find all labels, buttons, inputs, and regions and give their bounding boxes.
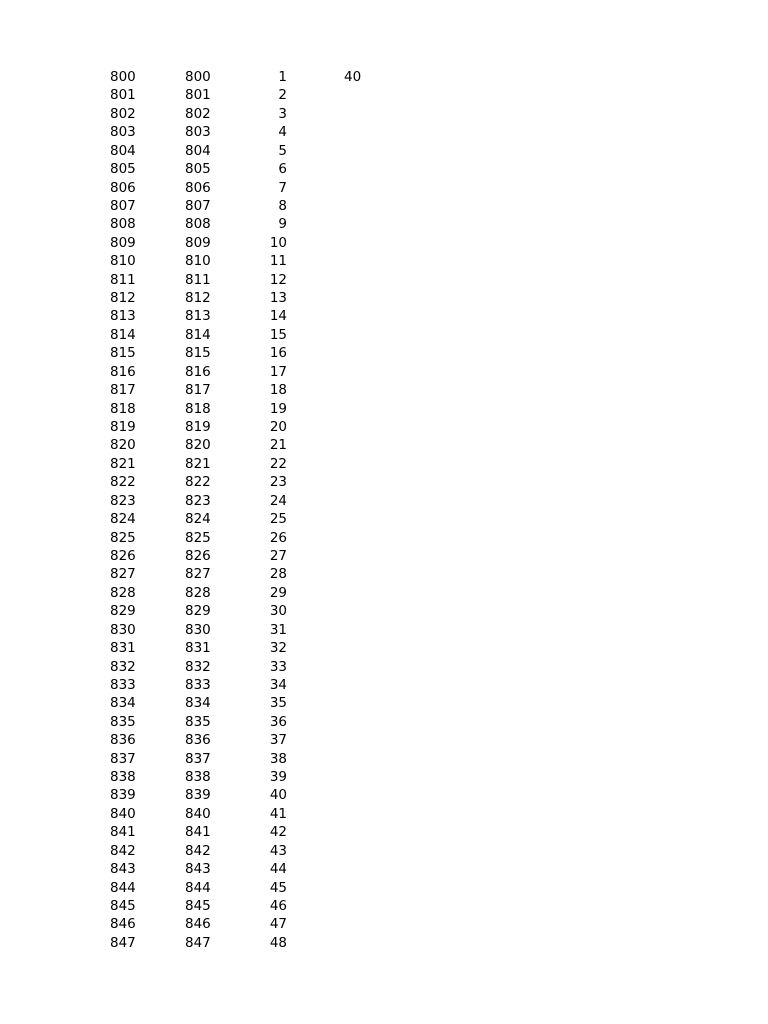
cell-column-b: 805 bbox=[185, 161, 211, 178]
table-row bbox=[0, 934, 768, 952]
table-row bbox=[0, 252, 768, 270]
cell-column-b: 803 bbox=[185, 124, 211, 141]
cell-column-a: 801 bbox=[110, 87, 136, 104]
cell-column-b: 806 bbox=[185, 179, 211, 196]
cell-column-a: 802 bbox=[110, 105, 136, 122]
cell-column-c: 11 bbox=[269, 253, 287, 270]
table-row bbox=[0, 547, 768, 565]
cell-column-b: 802 bbox=[185, 105, 211, 122]
cell-column-a: 830 bbox=[110, 621, 136, 638]
table-row bbox=[0, 805, 768, 823]
cell-column-a: 805 bbox=[110, 161, 136, 178]
cell-column-b: 828 bbox=[185, 584, 211, 601]
cell-column-a: 821 bbox=[110, 455, 136, 472]
cell-column-b: 834 bbox=[185, 695, 211, 712]
table-row bbox=[0, 897, 768, 915]
cell-column-b: 833 bbox=[185, 676, 211, 693]
cell-column-a: 828 bbox=[110, 584, 136, 601]
cell-column-a: 837 bbox=[110, 750, 136, 767]
cell-column-c: 24 bbox=[269, 492, 287, 509]
cell-column-b: 830 bbox=[185, 621, 211, 638]
cell-column-a: 841 bbox=[110, 824, 136, 841]
cell-column-a: 844 bbox=[110, 879, 136, 896]
cell-column-c: 32 bbox=[269, 640, 287, 657]
table-row bbox=[0, 915, 768, 933]
cell-column-c: 1 bbox=[278, 69, 287, 85]
table-row bbox=[0, 639, 768, 657]
cell-column-b: 839 bbox=[185, 787, 211, 804]
cell-column-c: 17 bbox=[269, 363, 287, 380]
cell-column-c: 20 bbox=[269, 419, 287, 436]
cell-column-c: 38 bbox=[269, 750, 287, 767]
cell-column-a: 816 bbox=[110, 363, 136, 380]
cell-column-a: 823 bbox=[110, 492, 136, 509]
table-row bbox=[0, 510, 768, 528]
cell-column-b: 822 bbox=[185, 474, 211, 491]
cell-column-a: 832 bbox=[110, 658, 136, 675]
cell-column-b: 808 bbox=[185, 216, 211, 233]
table-row bbox=[0, 344, 768, 362]
table-row bbox=[0, 750, 768, 768]
table-row bbox=[0, 160, 768, 178]
table-row bbox=[0, 363, 768, 381]
cell-column-b: 831 bbox=[185, 640, 211, 657]
cell-column-a: 810 bbox=[110, 253, 136, 270]
cell-column-a: 833 bbox=[110, 676, 136, 693]
cell-column-b: 846 bbox=[185, 916, 211, 933]
cell-column-a: 826 bbox=[110, 547, 136, 564]
cell-column-a: 824 bbox=[110, 511, 136, 528]
table-row bbox=[0, 68, 768, 86]
cell-column-b: 843 bbox=[185, 861, 211, 878]
table-row bbox=[0, 418, 768, 436]
cell-column-b: 809 bbox=[185, 234, 211, 251]
cell-column-c: 29 bbox=[269, 584, 287, 601]
cell-column-b: 836 bbox=[185, 732, 211, 749]
cell-column-b: 845 bbox=[185, 897, 211, 914]
cell-column-c: 46 bbox=[269, 897, 287, 914]
cell-column-b: 837 bbox=[185, 750, 211, 767]
table-row bbox=[0, 215, 768, 233]
table-row bbox=[0, 381, 768, 399]
table-row bbox=[0, 271, 768, 289]
cell-column-c: 12 bbox=[269, 271, 287, 288]
cell-column-a: 839 bbox=[110, 787, 136, 804]
cell-column-a: 835 bbox=[110, 713, 136, 730]
cell-column-a: 834 bbox=[110, 695, 136, 712]
table-row bbox=[0, 86, 768, 104]
table-row bbox=[0, 436, 768, 454]
cell-column-b: 812 bbox=[185, 290, 211, 307]
table-row bbox=[0, 621, 768, 639]
cell-column-b: 815 bbox=[185, 345, 211, 362]
cell-column-c: 16 bbox=[269, 345, 287, 362]
cell-column-c: 4 bbox=[278, 124, 287, 141]
cell-column-a: 842 bbox=[110, 842, 136, 859]
cell-column-d: 40 bbox=[344, 69, 362, 85]
cell-column-c: 18 bbox=[269, 382, 287, 399]
table-row bbox=[0, 492, 768, 510]
cell-column-c: 10 bbox=[269, 234, 287, 251]
cell-column-b: 825 bbox=[185, 529, 211, 546]
cell-column-b: 807 bbox=[185, 197, 211, 214]
table-row bbox=[0, 142, 768, 160]
cell-column-a: 809 bbox=[110, 234, 136, 251]
cell-column-a: 811 bbox=[110, 271, 136, 288]
table-row bbox=[0, 694, 768, 712]
cell-column-b: 840 bbox=[185, 805, 211, 822]
table-row bbox=[0, 879, 768, 897]
cell-column-a: 827 bbox=[110, 566, 136, 583]
table-row bbox=[0, 105, 768, 123]
cell-column-b: 821 bbox=[185, 455, 211, 472]
cell-column-a: 807 bbox=[110, 197, 136, 214]
cell-column-a: 836 bbox=[110, 732, 136, 749]
cell-column-a: 812 bbox=[110, 290, 136, 307]
cell-column-a: 820 bbox=[110, 437, 136, 454]
table-row bbox=[0, 234, 768, 252]
cell-column-b: 811 bbox=[185, 271, 211, 288]
cell-column-a: 806 bbox=[110, 179, 136, 196]
cell-column-c: 44 bbox=[269, 861, 287, 878]
cell-column-a: 817 bbox=[110, 382, 136, 399]
cell-column-c: 2 bbox=[278, 87, 287, 104]
cell-column-c: 42 bbox=[269, 824, 287, 841]
cell-column-b: 842 bbox=[185, 842, 211, 859]
cell-column-b: 829 bbox=[185, 603, 211, 620]
cell-column-c: 40 bbox=[269, 787, 287, 804]
table-row bbox=[0, 400, 768, 418]
cell-column-b: 818 bbox=[185, 400, 211, 417]
cell-column-b: 826 bbox=[185, 547, 211, 564]
cell-column-c: 31 bbox=[269, 621, 287, 638]
cell-column-a: 804 bbox=[110, 142, 136, 159]
cell-column-c: 23 bbox=[269, 474, 287, 491]
cell-column-b: 844 bbox=[185, 879, 211, 896]
cell-column-b: 816 bbox=[185, 363, 211, 380]
cell-column-b: 810 bbox=[185, 253, 211, 270]
cell-column-c: 45 bbox=[269, 879, 287, 896]
cell-column-c: 28 bbox=[269, 566, 287, 583]
cell-column-a: 819 bbox=[110, 419, 136, 436]
cell-column-b: 838 bbox=[185, 769, 211, 786]
cell-column-a: 818 bbox=[110, 400, 136, 417]
cell-column-a: 815 bbox=[110, 345, 136, 362]
table-row bbox=[0, 455, 768, 473]
cell-column-c: 47 bbox=[269, 916, 287, 933]
cell-column-b: 827 bbox=[185, 566, 211, 583]
cell-column-b: 835 bbox=[185, 713, 211, 730]
cell-column-b: 813 bbox=[185, 308, 211, 325]
cell-column-b: 832 bbox=[185, 658, 211, 675]
cell-column-c: 25 bbox=[269, 511, 287, 528]
cell-column-a: 838 bbox=[110, 769, 136, 786]
cell-column-a: 822 bbox=[110, 474, 136, 491]
cell-column-c: 36 bbox=[269, 713, 287, 730]
cell-column-a: 831 bbox=[110, 640, 136, 657]
table-row bbox=[0, 713, 768, 731]
cell-column-b: 800 bbox=[185, 69, 211, 85]
table-row bbox=[0, 179, 768, 197]
table-row bbox=[0, 473, 768, 491]
cell-column-c: 43 bbox=[269, 842, 287, 859]
table-row bbox=[0, 123, 768, 141]
table-row bbox=[0, 529, 768, 547]
cell-column-c: 39 bbox=[269, 769, 287, 786]
cell-column-a: 803 bbox=[110, 124, 136, 141]
cell-column-c: 9 bbox=[278, 216, 287, 233]
cell-column-b: 820 bbox=[185, 437, 211, 454]
cell-column-c: 7 bbox=[278, 179, 287, 196]
cell-column-c: 14 bbox=[269, 308, 287, 325]
cell-column-c: 41 bbox=[269, 805, 287, 822]
table-row bbox=[0, 658, 768, 676]
cell-column-a: 813 bbox=[110, 308, 136, 325]
cell-column-a: 846 bbox=[110, 916, 136, 933]
table-row bbox=[0, 197, 768, 215]
cell-column-c: 27 bbox=[269, 547, 287, 564]
cell-column-c: 21 bbox=[269, 437, 287, 454]
cell-column-c: 26 bbox=[269, 529, 287, 546]
cell-column-b: 801 bbox=[185, 87, 211, 104]
cell-column-b: 804 bbox=[185, 142, 211, 159]
table-row bbox=[0, 584, 768, 602]
cell-column-b: 823 bbox=[185, 492, 211, 509]
table-row bbox=[0, 676, 768, 694]
cell-column-a: 814 bbox=[110, 326, 136, 343]
cell-column-a: 829 bbox=[110, 603, 136, 620]
table-row bbox=[0, 565, 768, 583]
cell-column-c: 34 bbox=[269, 676, 287, 693]
table-row bbox=[0, 602, 768, 620]
cell-column-c: 8 bbox=[278, 197, 287, 214]
cell-column-c: 30 bbox=[269, 603, 287, 620]
cell-column-c: 5 bbox=[278, 142, 287, 159]
table-row bbox=[0, 289, 768, 307]
cell-column-c: 33 bbox=[269, 658, 287, 675]
table-row bbox=[0, 326, 768, 344]
cell-column-a: 840 bbox=[110, 805, 136, 822]
cell-column-c: 48 bbox=[269, 934, 287, 951]
cell-column-c: 35 bbox=[269, 695, 287, 712]
cell-column-c: 22 bbox=[269, 455, 287, 472]
table-row bbox=[0, 731, 768, 749]
table-row bbox=[0, 768, 768, 786]
cell-column-a: 825 bbox=[110, 529, 136, 546]
cell-column-b: 824 bbox=[185, 511, 211, 528]
table-row bbox=[0, 786, 768, 804]
cell-column-a: 845 bbox=[110, 897, 136, 914]
cell-column-c: 13 bbox=[269, 290, 287, 307]
cell-column-b: 819 bbox=[185, 419, 211, 436]
cell-column-c: 3 bbox=[278, 105, 287, 122]
cell-column-b: 841 bbox=[185, 824, 211, 841]
cell-column-c: 15 bbox=[269, 326, 287, 343]
cell-column-a: 800 bbox=[110, 69, 136, 85]
table-row bbox=[0, 842, 768, 860]
table-row bbox=[0, 860, 768, 878]
cell-column-a: 808 bbox=[110, 216, 136, 233]
cell-column-a: 843 bbox=[110, 861, 136, 878]
cell-column-c: 37 bbox=[269, 732, 287, 749]
cell-column-c: 19 bbox=[269, 400, 287, 417]
spreadsheet-sheet bbox=[0, 68, 768, 952]
table-row bbox=[0, 307, 768, 325]
cell-column-a: 847 bbox=[110, 934, 136, 951]
cell-column-c: 6 bbox=[278, 161, 287, 178]
cell-column-b: 814 bbox=[185, 326, 211, 343]
table-row bbox=[0, 823, 768, 841]
cell-column-b: 817 bbox=[185, 382, 211, 399]
cell-column-b: 847 bbox=[185, 934, 211, 951]
